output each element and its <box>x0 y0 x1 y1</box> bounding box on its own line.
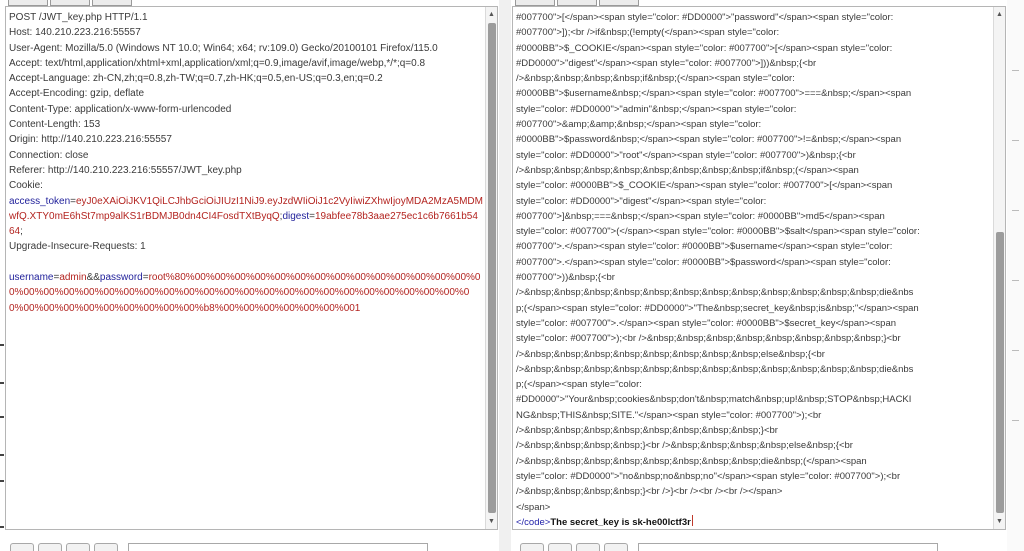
help-button[interactable] <box>10 543 34 551</box>
param-username-value: admin <box>59 272 87 284</box>
param-username-key: username <box>9 272 54 284</box>
response-line: #0000BB">$_COOKIE</span><span style="color: #007700">[</span><span style="color: <box>516 42 893 54</box>
search-input[interactable] <box>128 543 428 551</box>
scroll-thumb[interactable] <box>488 23 496 513</box>
code-close-tag: </code> <box>516 516 551 528</box>
response-line: #0000BB">$username&nbsp;</span><span style="color: #007700">===&nbsp;</span><span <box>516 88 912 100</box>
response-line: style="color: #DD0000">"root"</span><span style="color: #007700">)&nbsp;{<br <box>516 149 856 161</box>
secret-key-line <box>516 515 991 530</box>
scroll-down-arrow-icon[interactable]: ▼ <box>996 518 1003 525</box>
response-line: />&nbsp;&nbsp;&nbsp;&nbsp;&nbsp;&nbsp;&nbsp;&nbsp;&nbsp;&nbsp;&nbsp;&nbsp;die&nbs <box>516 287 914 299</box>
response-line: style="color: #007700">);<br />&nbsp;&nbsp;&nbsp;&nbsp;&nbsp;&nbsp;&nbsp;&nbsp;}<br <box>516 333 901 345</box>
next-button[interactable] <box>94 543 118 551</box>
scroll-down-arrow-icon[interactable]: ▼ <box>488 518 495 525</box>
edge-mark <box>0 382 4 384</box>
inspector-edge <box>1007 0 1024 551</box>
blank-line <box>9 255 483 270</box>
param-password-value: root%80%00%00%00%00%00%00%00%00%00%00%00%00%00%00%00%00%00%00%00%00%00%00%00%00%00%00%00%00%00%00%00%00%00%00%00%00%00%00%00%00%00%00%00%00%00%00%00%b8%00%00%00%00%00%00%001 <box>9 272 481 314</box>
response-line: style="color: #0000BB">$_COOKIE</span><span style="color: #007700">[</span><span <box>516 180 893 192</box>
text-cursor <box>692 515 693 526</box>
edge-mark <box>1012 350 1019 351</box>
request-search-bar <box>10 543 428 551</box>
response-line: </span> <box>516 501 551 513</box>
secret-key-text: The secret_key is sk-he00lctf3r <box>550 516 691 528</box>
edge-mark <box>0 454 4 456</box>
accept-encoding-header: Accept-Encoding: gzip, deflate <box>9 88 145 100</box>
response-scrollbar[interactable] <box>993 7 1005 529</box>
response-line: />&nbsp;&nbsp;&nbsp;&nbsp;&nbsp;&nbsp;&nbsp;&nbsp;die&nbsp;(</span><span <box>516 455 867 467</box>
response-line: style="color: #DD0000">"digest"</span><span style="color: <box>516 195 767 207</box>
cookie-value-digest: 19abfee78b3aae275ec1c6b7661b5464 <box>9 210 478 238</box>
scroll-up-arrow-icon[interactable]: ▲ <box>996 11 1003 18</box>
response-line: style="color: #007700">.</span><span style="color: #0000BB">$secret_key</span><span <box>516 317 897 329</box>
response-line: style="color: #007700">(</span><span style="color: #0000BB">$salt</span><span style="color: <box>516 226 920 238</box>
response-line: p;(</span><span style="color: #DD0000">"The&nbsp;secret_key&nbsp;is&nbsp;"</span><span <box>516 302 919 314</box>
response-line: #007700">.</span><span style="color: #0000BB">$password</span><span style="color: <box>516 256 891 268</box>
edge-mark <box>0 416 4 418</box>
response-line: />&nbsp;&nbsp;&nbsp;&nbsp;&nbsp;&nbsp;&nbsp;&nbsp;}<br <box>516 425 778 437</box>
response-line: />&nbsp;&nbsp;&nbsp;&nbsp;&nbsp;&nbsp;&nbsp;&nbsp;if&nbsp;(</span><span <box>516 164 859 176</box>
response-line: style="color: #DD0000">"no&nbsp;no&nbsp;no"</span><span style="color: #007700">);<br <box>516 470 901 482</box>
help-button[interactable] <box>520 543 544 551</box>
content-type-header: Content-Type: application/x-www-form-urlencoded <box>9 103 232 115</box>
user-agent-header: User-Agent: Mozilla/5.0 (Windows NT 10.0; Win64; x64; rv:109.0) Gecko/20100101 Firefox/115.0 <box>9 42 438 54</box>
request-body: username=admin&&password=root%80%00%00%00%00%00%00%00%00%00%00%00%00%00%00%00%00%00%00%00%00%00%00%00%00%00%00%00%00%00%00%00%00%00%00%00%00%00%00%00%00%00%00%00%00%00%00%00%b8%00%00%00%00%00%00%001 <box>9 272 481 314</box>
param-password-key: password <box>99 272 143 284</box>
response-line: #007700">&amp;&amp;&nbsp;</span><span style="color: <box>516 119 762 131</box>
response-line: #DD0000">"Your&nbsp;cookies&nbsp;don't&nbsp;match&nbsp;up!&nbsp;STOP&nbsp;HACKI <box>516 394 912 406</box>
next-button[interactable] <box>604 543 628 551</box>
cookie-header-label: Cookie: <box>9 180 43 192</box>
edge-mark <box>0 480 4 482</box>
response-text[interactable] <box>516 10 991 530</box>
response-line: />&nbsp;&nbsp;&nbsp;&nbsp;&nbsp;&nbsp;&nbsp;&nbsp;&nbsp;&nbsp;&nbsp;&nbsp;die&nbs <box>516 363 914 375</box>
content-length-header: Content-Length: 153 <box>9 119 101 131</box>
response-line: #007700">]);<br />if&nbsp;(!empty(</span><span style="color: <box>516 27 780 39</box>
response-search-bar <box>520 543 938 551</box>
previous-button[interactable] <box>576 543 600 551</box>
origin-header: Origin: http://140.210.223.216:55557 <box>9 134 172 146</box>
search-input[interactable] <box>638 543 938 551</box>
edge-mark <box>1012 280 1019 281</box>
previous-button[interactable] <box>66 543 90 551</box>
request-editor[interactable] <box>5 6 498 530</box>
response-line: #DD0000">"digest"</span><span style="color: #007700">]))&nbsp;{<br <box>516 57 817 69</box>
settings-button[interactable] <box>548 543 572 551</box>
edge-mark <box>1012 70 1019 71</box>
response-line: p;(</span><span style="color: <box>516 379 642 391</box>
cookie-value: access_token=eyJ0eXAiOiJKV1QiLCJhbGciOiJIUzI1NiJ9.eyJzdWIiOiJ1c2VyIiwiZXhwIjoyMDA2MzA5MDMwfQ.XTY0mE6hSt7mp9alKS1rBDMJB0dn4CI4FosdTXtByqQ;digest=19abfee78b3aae275ec1c6b7661b5464; <box>9 195 483 238</box>
response-viewer[interactable] <box>512 6 1006 530</box>
referer-header: Referer: http://140.210.223.216:55557/JWT_key.php <box>9 164 242 176</box>
pane-divider[interactable] <box>499 0 511 551</box>
accept-language-header: Accept-Language: zh-CN,zh;q=0.8,zh-TW;q=0.7,zh-HK;q=0.5,en-US;q=0.3,en;q=0.2 <box>9 73 383 85</box>
request-line: POST /JWT_key.php HTTP/1.1 <box>9 12 148 23</box>
response-line: NG&nbsp;THIS&nbsp;SITE."</span><span style="color: #007700">);<br <box>516 409 822 421</box>
background-window-edge <box>0 330 5 551</box>
scroll-up-arrow-icon[interactable]: ▲ <box>488 11 495 18</box>
cookie-name-access-token: access_token <box>9 195 71 207</box>
upgrade-header: Upgrade-Insecure-Requests: 1 <box>9 241 146 253</box>
edge-mark <box>0 344 4 346</box>
edge-mark <box>1012 210 1019 211</box>
request-scrollbar[interactable] <box>485 7 497 529</box>
request-text[interactable] <box>9 10 483 316</box>
connection-header: Connection: close <box>9 149 89 161</box>
response-line: #007700">[</span><span style="color: #DD0000">"password"</span><span style="color: <box>516 12 894 23</box>
response-line: />&nbsp;&nbsp;&nbsp;&nbsp;&nbsp;&nbsp;&nbsp;&nbsp;else&nbsp;{<br <box>516 348 825 360</box>
accept-header: Accept: text/html,application/xhtml+xml,application/xml;q=0.9,image/avif,image/webp,*/*;q=0.8 <box>9 57 426 69</box>
edge-mark <box>1012 140 1019 141</box>
cookie-name-digest: digest <box>282 210 310 222</box>
response-line: #0000BB">$password&nbsp;</span><span style="color: #007700">!=&nbsp;</span><span <box>516 134 902 146</box>
response-line: #007700">.</span><span style="color: #0000BB">$username</span><span style="color: <box>516 241 893 253</box>
response-line: #007700">]&nbsp;===&nbsp;</span><span style="color: #0000BB">md5</span><span <box>516 210 885 222</box>
response-line: style="color: #DD0000">"admin"&nbsp;</span><span style="color: <box>516 103 797 115</box>
cookie-value-access-token: eyJ0eXAiOiJKV1QiLCJhbGciOiJIUzI1NiJ9.eyJzdWIiOiJ1c2VyIiwiZXhwIjoyMDA2MzA5MDMwfQ.XTY0mE6hSt7mp9alKS1rBDMJB0dn4CI4FosdTXtByqQ <box>9 195 483 222</box>
response-line: />&nbsp;&nbsp;&nbsp;&nbsp;}<br />&nbsp;&nbsp;&nbsp;&nbsp;else&nbsp;{<br <box>516 440 853 452</box>
scroll-thumb[interactable] <box>996 232 1004 513</box>
host-header: Host: 140.210.223.216:55557 <box>9 27 141 39</box>
edge-mark <box>1012 420 1019 421</box>
settings-button[interactable] <box>38 543 62 551</box>
response-line: #007700">))&nbsp;{<br <box>516 272 615 284</box>
response-line: />&nbsp;&nbsp;&nbsp;&nbsp;}<br />}<br /><br /><br /></span> <box>516 486 783 498</box>
edge-mark <box>0 526 4 528</box>
response-line: />&nbsp;&nbsp;&nbsp;&nbsp;if&nbsp;(</span><span style="color: <box>516 73 795 85</box>
